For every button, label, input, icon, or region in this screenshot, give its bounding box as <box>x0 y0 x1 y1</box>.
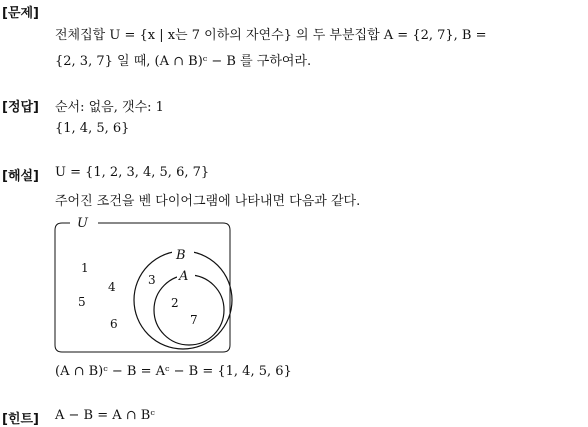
element-outside: 1 <box>81 261 89 275</box>
set-b-circle <box>134 251 232 349</box>
problem-line-2: {2, 3, 7} 일 때, (A ∩ B)ᶜ − B 를 구하여라. <box>55 54 312 69</box>
hint-text: A − B = A ∩ Bᶜ <box>55 408 155 423</box>
element-a: 2 <box>171 296 179 310</box>
set-a-circle <box>154 275 224 345</box>
element-a: 7 <box>190 313 198 327</box>
answer-tag: [정답] <box>2 100 39 115</box>
element-outside: 5 <box>78 295 86 309</box>
problem-line-1: 전체집합 U = {x | x는 7 이하의 자연수} 의 두 부분집합 A = {2, 7}, B = <box>55 28 487 43</box>
problem-tag: [문제] <box>2 6 39 21</box>
set-b-label: B <box>176 248 186 263</box>
universe-box <box>55 223 230 352</box>
solution-line-1: U = {1, 2, 3, 4, 5, 6, 7} <box>55 165 210 180</box>
hint-tag: [힌트] <box>2 412 39 427</box>
element-b-only: 3 <box>148 273 156 287</box>
answer-line-2: {1, 4, 5, 6} <box>55 121 130 136</box>
element-outside: 4 <box>108 280 116 294</box>
element-outside: 6 <box>110 317 118 331</box>
set-a-label: A <box>179 269 189 284</box>
universe-label: U <box>77 216 88 231</box>
solution-line-2: 주어진 조건을 벤 다이어그램에 나타내면 다음과 같다. <box>55 194 361 209</box>
solution-tag: [해설] <box>2 169 39 184</box>
answer-line-1: 순서: 없음, 갯수: 1 <box>55 100 164 115</box>
solution-result: (A ∩ B)ᶜ − B = Aᶜ − B = {1, 4, 5, 6} <box>55 364 292 379</box>
venn-diagram <box>50 215 240 360</box>
